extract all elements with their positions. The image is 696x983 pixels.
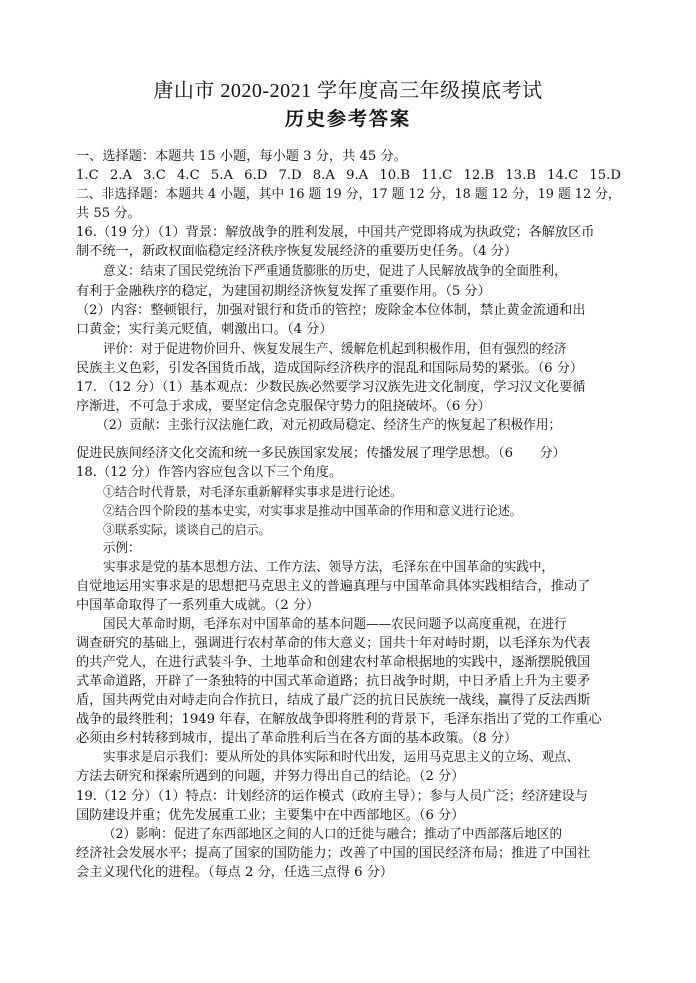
q18-point: ③联系实际，谈谈自己的启示。 bbox=[103, 522, 271, 537]
q18-line: 18.（12 分）作答内容应包含以下三个角度。 bbox=[76, 465, 343, 480]
q16-line: 意义：结束了国民党统治下严重通货膨胀的历史，促进了人民解放战争的全面胜利， bbox=[103, 264, 567, 279]
choice-answer: 4.C bbox=[177, 168, 200, 183]
q18-point: ①结合时代背景，对毛泽东重新解释实事求是进行论述。 bbox=[103, 484, 403, 499]
q18-example-line: 方法去研究和探索所遇到的问题，并努力得出自己的结论。（2 分） bbox=[76, 769, 465, 784]
choice-answer: 2.A bbox=[109, 168, 132, 183]
q18-example-line: 调查研究的基础上，强调进行农村革命的伟大意义；国共十年对峙时期，以毛泽东为代表 bbox=[76, 636, 591, 651]
q18-example-line: 自觉地运用实事求是的思想把马克思主义的普遍真理与中国革命具体实践相结合，推动了 bbox=[76, 579, 591, 594]
q18-example-line: 国民大革命时期，毛泽东对中国革命的基本问题——农民问题予以高度重视，在进行 bbox=[103, 617, 567, 632]
q18-example-label: 示例： bbox=[103, 541, 141, 556]
q18-example-line: 中国革命取得了一系列重大成就。（2 分） bbox=[76, 598, 320, 613]
q18-example-line: 必须由乡村转移到城市，提出了革命胜利后当在各方面的基本政策。（8 分） bbox=[76, 731, 518, 746]
q19-line: 19.（12 分）（1）特点：计划经济的运作模式（政府主导）；参与人员广泛；经济建设与 bbox=[76, 789, 588, 804]
q19-line: （2）影响：促进了东西部地区之间的人口的迁徙与融合；推动了中西部落后地区的 bbox=[103, 827, 562, 842]
q18-example-line: 实事求是启示我们：要从所处的具体实际和时代出发，运用马克思主义的立场、观点、 bbox=[103, 750, 580, 765]
choice-answer: 8.A bbox=[312, 168, 335, 183]
q19-line: 国防建设并重；优先发展重工业；主要集中在中西部地区。（6 分） bbox=[76, 808, 465, 823]
choice-answers-row bbox=[76, 168, 621, 184]
section1-heading: 一、选择题：本题共 15 小题，每小题 3 分，共 45 分。 bbox=[76, 149, 407, 164]
q19-line: 会主义现代化的进程。（每点 2 分，任选三点得 6 分） bbox=[76, 865, 394, 880]
q18-point: ②结合四个阶段的基本史实，对实事求是推动中国革命的作用和意义进行论述。 bbox=[103, 503, 522, 518]
choice-answer: 12.B bbox=[463, 168, 495, 183]
q16-line: 口黄金；实行美元贬值，刺激出口。（4 分） bbox=[76, 322, 333, 337]
choice-answer: 5.A bbox=[210, 168, 233, 183]
section2-heading-cont: 共 55 分。 bbox=[76, 206, 141, 221]
q16-line: 评价：对于促进物价回升、恢复发展生产、缓解危机起到积极作用，但有强烈的经济 bbox=[103, 342, 567, 357]
choice-answer: 14.C bbox=[547, 168, 579, 183]
choice-answer: 1.C bbox=[76, 168, 99, 183]
choice-answer: 3.C bbox=[143, 168, 166, 183]
choice-answer: 10.B bbox=[379, 168, 411, 183]
document-subtitle: 历史参考答案 bbox=[284, 109, 411, 130]
q18-example-line: 实事求是党的基本思想方法、工作方法、领导方法，毛泽东在中国革命的实践中， bbox=[103, 560, 555, 575]
q16-line: 有利于金融秩序的稳定，为建国初期经济恢复发挥了重要作用。（5 分） bbox=[76, 284, 491, 299]
q18-example-line: 的共产党人，在进行武装斗争、土地革命和创建农村革命根据地的实践中，逐渐摆脱俄国 bbox=[76, 655, 591, 670]
q16-line: 民族主义色彩，引发各国货币战，造成国际经济秩序的混乱和国际局势的紧张。（6 分） bbox=[76, 361, 584, 376]
q17-line: 促进民族间经济文化交流和统一多民族国家发展；传播发展了理学思想。（6 分） bbox=[76, 446, 566, 461]
q17-line: （2）贡献：主张行汉法施仁政，对元初政局稳定、经济生产的恢复起了积极作用； bbox=[96, 418, 562, 433]
section2-heading: 二、非选择题：本题共 4 小题，其中 16 题 19 分，17 题 12 分，18 题 12 分，19 题 12 分， bbox=[76, 187, 621, 202]
choice-answer: 6.D bbox=[244, 168, 268, 183]
q18-example-line: 战争的最终胜利；1949 年春，在解放战争即将胜利的背景下，毛泽东指出了党的工作重心 bbox=[76, 712, 602, 727]
choice-answer: 11.C bbox=[421, 168, 453, 183]
q17-line: 序渐进，不可急于求成，要坚定信念克服保守势力的阻挠破坏。（6 分） bbox=[76, 399, 491, 414]
choice-answer: 7.D bbox=[278, 168, 302, 183]
q18-example-line: 式革命道路，开辟了一条独特的中国式革命道路；抗日战争时期，中日矛盾上升为主要矛 bbox=[76, 674, 591, 689]
q16-line: 制不统一，新政权面临稳定经济秩序恢复发展经济的重要历史任务。（4 分） bbox=[76, 244, 518, 259]
q16-line: 16.（19 分）（1）背景：解放战争的胜利发展，中国共产党即将成为执政党；各解放区币 bbox=[76, 225, 595, 240]
q16-line: （2）内容：整顿银行，加强对银行和货币的管控；废除金本位体制，禁止黄金流通和出 bbox=[76, 303, 586, 318]
choice-answer: 13.B bbox=[505, 168, 536, 183]
q17-line: 17. （12 分）（1）基本观点：少数民族必然要学习汉族先进文化制度，学习汉文化要循 bbox=[76, 380, 586, 395]
choice-answer: 15.D bbox=[589, 168, 621, 183]
q19-line: 经济社会发展水平；提高了国家的国防能力；改善了中国的国民经济布局；推进了中国社 bbox=[76, 846, 591, 861]
document-title: 唐山市 2020-2021 学年度高三年级摸底考试 bbox=[153, 80, 543, 102]
choice-answer: 9.A bbox=[346, 168, 369, 183]
q18-example-line: 盾，国共两党由对峙走向合作抗日，结成了最广泛的抗日民族统一战线，赢得了反法西斯 bbox=[76, 693, 591, 708]
